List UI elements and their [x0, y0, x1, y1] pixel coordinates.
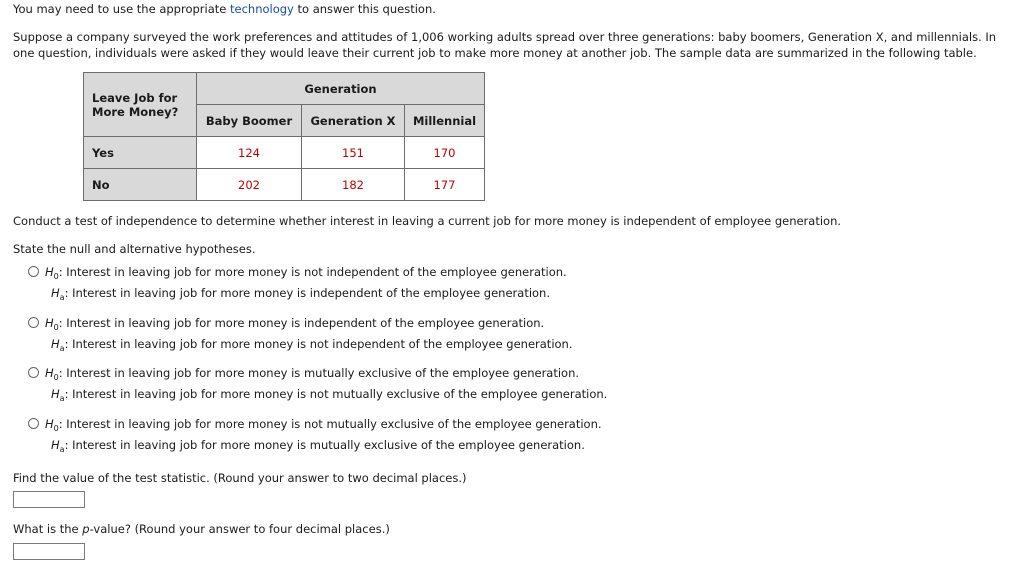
- table-cell: 124: [197, 137, 302, 169]
- row-label-no: No: [84, 169, 197, 201]
- contingency-table: [83, 72, 485, 201]
- column-header-generation-x: Generation X: [302, 105, 405, 137]
- p-value-prompt: What is the p-value? (Round your answer to four decimal places.): [13, 522, 390, 536]
- column-header-millennial: Millennial: [405, 105, 485, 137]
- table-cell: 151: [302, 137, 405, 169]
- task-text: Conduct a test of independence to determine whether interest in leaving a current job for more money is independent of employee generation.: [13, 214, 842, 228]
- radio-button[interactable]: [28, 367, 39, 378]
- question-intro: Suppose a company surveyed the work preferences and attitudes of 1,006 working adults spread over three generations: baby boomers, Generation X, and millennials. In one question, individuals were asked if they would leave their current job to make more money at another job. The sample data are summarized in the following table.: [13, 30, 997, 60]
- null-hypothesis: $H_0$: Interest in leaving job for more money is not mutually exclusive of the employee generation.: [45, 417, 602, 433]
- generation-header: Generation: [197, 73, 485, 105]
- test-statistic-prompt: Find the value of the test statistic. (Round your answer to two decimal places.): [13, 471, 467, 485]
- table-corner-label: Leave Job for More Money?: [84, 73, 197, 137]
- radio-button[interactable]: [28, 266, 39, 277]
- alternative-hypothesis: $H_a$: Interest in leaving job for more money is mutually exclusive of the employee generation.: [51, 438, 585, 454]
- table-row: [84, 137, 485, 169]
- table-cell: 170: [405, 137, 485, 169]
- table-cell: 202: [197, 169, 302, 201]
- radio-button[interactable]: [28, 317, 39, 328]
- alternative-hypothesis: $H_a$: Interest in leaving job for more money is not mutually exclusive of the employee generation.: [51, 387, 608, 403]
- hypotheses-prompt: State the null and alternative hypotheses.: [13, 242, 256, 256]
- alternative-hypothesis: $H_a$: Interest in leaving job for more money is independent of the employee generation.: [51, 286, 551, 302]
- radio-button[interactable]: [28, 418, 39, 429]
- row-label-yes: Yes: [84, 137, 197, 169]
- technology-link[interactable]: technology: [230, 2, 294, 16]
- table-cell: 182: [302, 169, 405, 201]
- alternative-hypothesis: $H_a$: Interest in leaving job for more money is not independent of the employee generation.: [51, 337, 573, 353]
- technology-note: You may need to use the appropriate technology to answer this question.: [13, 2, 436, 16]
- table-cell: 177: [405, 169, 485, 201]
- p-value-input[interactable]: [13, 543, 85, 560]
- column-header-baby-boomer: Baby Boomer: [197, 105, 302, 137]
- null-hypothesis: $H_0$: Interest in leaving job for more money is mutually exclusive of the employee generation.: [45, 366, 580, 382]
- test-statistic-input[interactable]: [13, 491, 85, 508]
- null-hypothesis: $H_0$: Interest in leaving job for more money is not independent of the employee generation.: [45, 265, 567, 281]
- null-hypothesis: $H_0$: Interest in leaving job for more money is independent of the employee generation.: [45, 316, 545, 332]
- table-row: [84, 169, 485, 201]
